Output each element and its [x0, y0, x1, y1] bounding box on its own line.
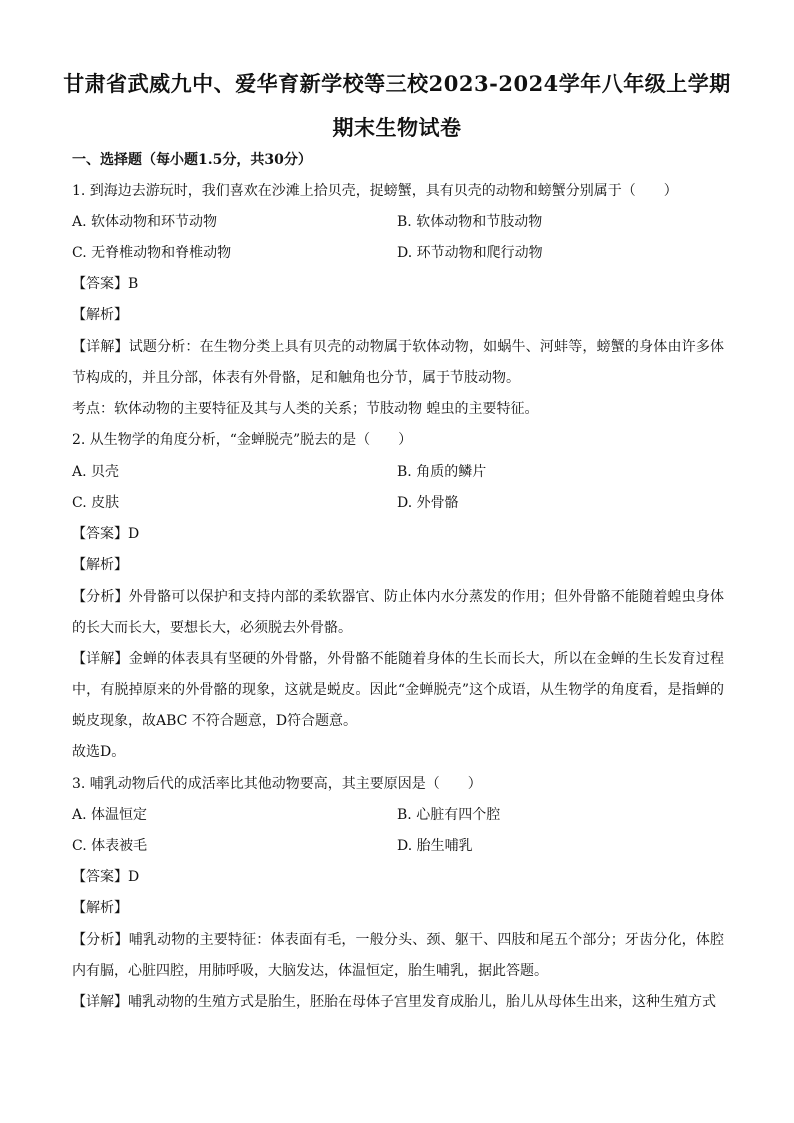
- q3-option-b: B. 心脏有四个腔: [397, 807, 501, 823]
- q3-option-d: D. 胎生哺乳: [397, 838, 473, 854]
- q2-option-d: D. 外骨骼: [397, 495, 459, 511]
- q1-option-d: D. 环节动物和爬行动物: [397, 245, 543, 261]
- q2-detail: 【详解】金蝉的体表具有坚硬的外骨骼，外骨骼不能随着身体的生长而长大，所以在金蝉的生长发育过程中，有脱掉原来的外骨骼的现象，这就是蜕皮。因此“金蝉脱壳”这个成语，从生物学的角度看，是指蝉的蜕皮现象，故ABC 不符合题意，D符合题意。: [72, 651, 724, 729]
- q1-analysis-label: 【解析】: [72, 307, 128, 323]
- q3-option-c: C. 体表被毛: [72, 838, 148, 854]
- q3-fenxi: 【分析】哺乳动物的主要特征：体表面有毛，一般分头、颈、躯干、四肢和尾五个部分；牙齿分化，体腔内有膈，心脏四腔，用肺呼吸，大脑发达，体温恒定，胎生哺乳，据此答题。: [72, 932, 724, 979]
- q2-stem: 2. 从生物学的角度分析，“金蝉脱壳”脱去的是（ ）: [72, 432, 413, 448]
- q2-option-b: B. 角质的鳞片: [397, 464, 487, 480]
- q1-detail: 【详解】试题分析：在生物分类上具有贝壳的动物属于软体动物，如蜗牛、河蚌等，螃蟹的身体由许多体节构成的，并且分部，体表有外骨骼，足和触角也分节，属于节肢动物。: [72, 339, 724, 386]
- q1-exam-point: 考点：软体动物的主要特征及其与人类的关系；节肢动物 蝗虫的主要特征。: [72, 401, 539, 417]
- q3-detail: 【详解】哺乳动物的生殖方式是胎生，胚胎在母体子宫里发育成胎儿，胎儿从母体生出来，这种生殖方式: [72, 994, 716, 1010]
- q3-option-a: A. 体温恒定: [72, 807, 148, 823]
- q1-answer: 【答案】B: [72, 276, 139, 292]
- q1-option-a: A. 软体动物和环节动物: [72, 214, 218, 230]
- q2-fenxi: 【分析】外骨骼可以保护和支持内部的柔软器官、防止体内水分蒸发的作用；但外骨骼不能随着蝗虫身体的长大而长大，要想长大，必须脱去外骨骼。: [72, 589, 724, 636]
- section-heading: 一、选择题（每小题1.5分，共30分）: [72, 152, 312, 168]
- q1-option-b: B. 软体动物和节肢动物: [397, 214, 543, 230]
- q3-answer: 【答案】D: [72, 869, 140, 885]
- q2-option-c: C. 皮肤: [72, 495, 120, 511]
- q2-answer: 【答案】D: [72, 526, 140, 542]
- q2-analysis-label: 【解析】: [72, 557, 128, 573]
- exam-title-line-1: 甘肃省武威九中、爱华育新学校等三校2023-2024学年八年级上学期: [63, 71, 731, 96]
- exam-title-line-2: 期末生物试卷: [332, 115, 462, 140]
- q1-option-c: C. 无脊椎动物和脊椎动物: [72, 245, 232, 261]
- q2-option-a: A. 贝壳: [72, 464, 120, 480]
- q3-analysis-label: 【解析】: [72, 900, 128, 916]
- q2-conclusion: 故选D。: [72, 744, 126, 760]
- q1-stem: 1. 到海边去游玩时，我们喜欢在沙滩上拾贝壳，捉螃蟹，具有贝壳的动物和螃蟹分别属于（ ）: [72, 183, 678, 199]
- q3-stem: 3. 哺乳动物后代的成活率比其他动物要高，其主要原因是（ ）: [72, 776, 482, 792]
